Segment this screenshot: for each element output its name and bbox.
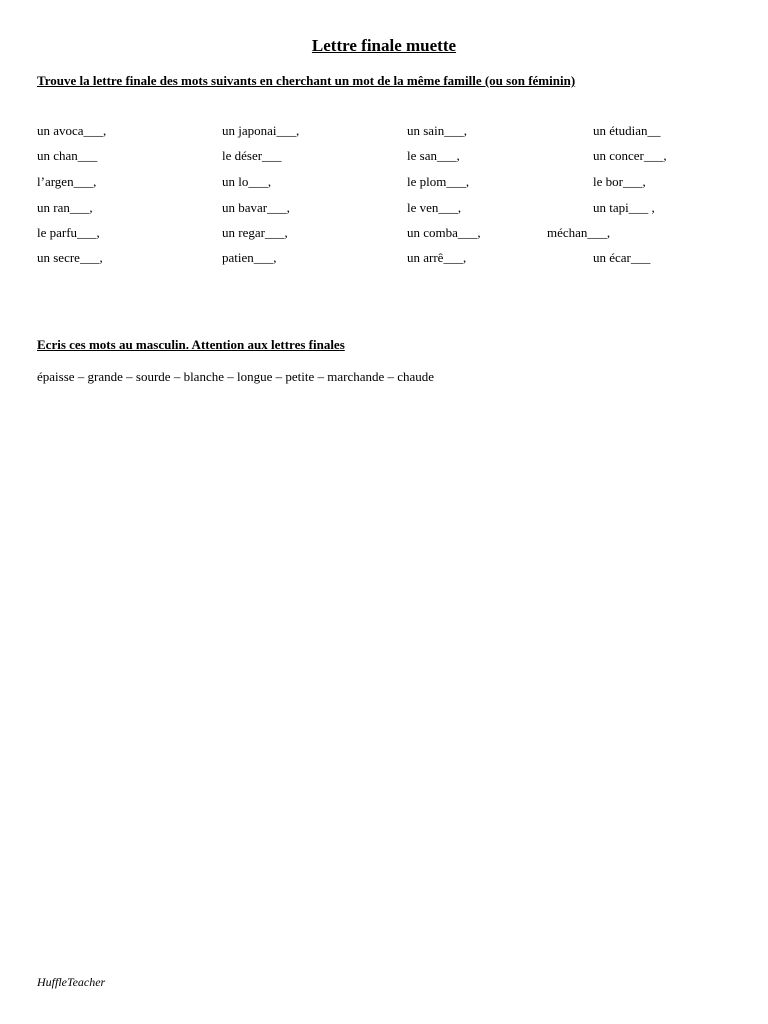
page-title: Lettre finale muette bbox=[311, 36, 457, 55]
word-item: le ven___, bbox=[407, 200, 462, 215]
word-item: un tapi___ , bbox=[593, 200, 655, 215]
exercise-1-instruction: Trouve la lettre finale des mots suivants en cherchant un mot de la même famille (ou son féminin) bbox=[37, 73, 576, 88]
word-item: un sain___, bbox=[407, 123, 467, 138]
word-item: un secre___, bbox=[37, 250, 103, 265]
exercise-2-instruction: Ecris ces mots au masculin. Attention aux lettres finales bbox=[37, 337, 345, 352]
word-item: le déser___ bbox=[222, 148, 282, 163]
word-item: un écar___ bbox=[593, 250, 651, 265]
word-item: un comba___, bbox=[407, 225, 481, 240]
word-item: un japonai___, bbox=[222, 123, 300, 138]
word-item: un bavar___, bbox=[222, 200, 290, 215]
footer-signature: HuffleTeacher bbox=[37, 975, 106, 989]
word-item: patien___, bbox=[222, 250, 277, 265]
word-item: le bor___, bbox=[593, 174, 646, 189]
word-item: un étudian__ bbox=[593, 123, 661, 138]
word-item: un arrê___, bbox=[407, 250, 467, 265]
word-item: le plom___, bbox=[407, 174, 470, 189]
adjective-list: épaisse – grande – sourde – blanche – longue – petite – marchande – chaude bbox=[37, 369, 435, 384]
word-item: un ran___, bbox=[37, 200, 93, 215]
word-item: le san___, bbox=[407, 148, 460, 163]
word-item: méchan___, bbox=[547, 225, 611, 240]
word-item: un chan___ bbox=[37, 148, 98, 163]
word-item: un regar___, bbox=[222, 225, 288, 240]
word-item: un concer___, bbox=[593, 148, 667, 163]
word-item: l’argen___, bbox=[37, 174, 97, 189]
word-item: un avoca___, bbox=[37, 123, 107, 138]
word-item: le parfu___, bbox=[37, 225, 100, 240]
word-item: un lo___, bbox=[222, 174, 272, 189]
